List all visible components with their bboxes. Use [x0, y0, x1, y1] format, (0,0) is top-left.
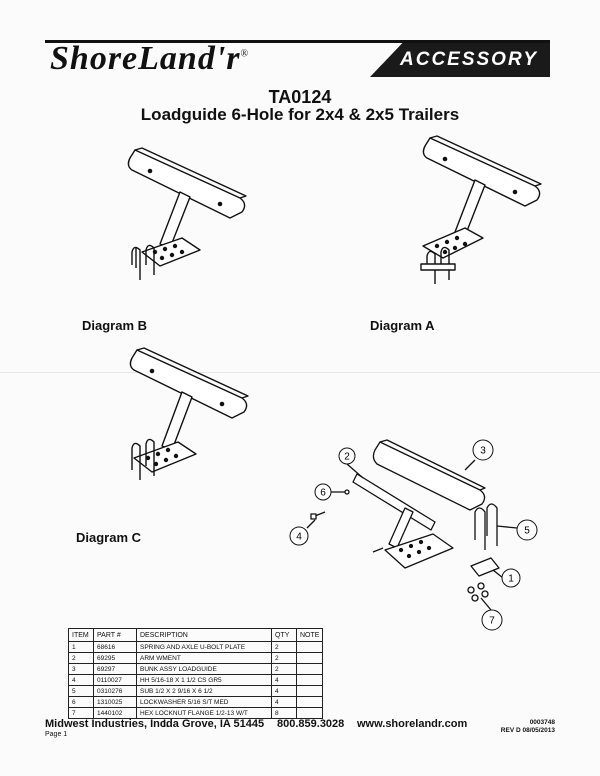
parts-table-header-row — [69, 629, 323, 642]
footer-document-number: 0003748 — [529, 719, 555, 726]
cell-qty: 8 — [272, 708, 297, 719]
diagram-c-label: Diagram C — [76, 530, 142, 545]
callout-4: 4 — [296, 531, 302, 543]
callout-3: 3 — [480, 445, 486, 457]
cell-qty: 2 — [272, 653, 297, 664]
table-row — [69, 653, 323, 664]
cell-description: ARM WMENT — [137, 653, 272, 664]
table-row — [69, 686, 323, 697]
table-row — [69, 708, 323, 719]
cell-note — [297, 708, 323, 719]
diagram-c-drawing — [122, 340, 262, 500]
cell-description: HH 5/16-18 X 1 1/2 CS GR5 — [137, 675, 272, 686]
cell-note — [297, 664, 323, 675]
document-subtitle: Loadguide 6-Hole for 2x4 & 2x5 Trailers — [140, 105, 460, 124]
col-header-item: ITEM — [69, 629, 94, 642]
cell-part-number: 1310025 — [94, 697, 137, 708]
footer-revision: REV D 08/05/2013 — [500, 727, 555, 734]
cell-part-number: 1440102 — [94, 708, 137, 719]
cell-note — [297, 675, 323, 686]
cell-item: 6 — [69, 697, 94, 708]
col-header-qty: QTY — [272, 629, 297, 642]
diagram-a-label: Diagram A — [370, 318, 435, 333]
cell-qty: 2 — [272, 664, 297, 675]
cell-description: HEX LOCKNUT FLANGE 1/2-13 W/T — [137, 708, 272, 719]
cell-part-number: 69295 — [94, 653, 137, 664]
cell-description: SPRING AND AXLE U-BOLT PLATE — [137, 642, 272, 653]
cell-part-number: 0310276 — [94, 686, 137, 697]
col-header-description: DESCRIPTION — [137, 629, 272, 642]
cell-description: SUB 1/2 X 2 9/16 X 6 1/2 — [137, 686, 272, 697]
part-number-title: TA0124 — [268, 87, 332, 107]
col-header-part-number: PART # — [94, 629, 137, 642]
cell-item: 7 — [69, 708, 94, 719]
callout-2: 2 — [344, 451, 350, 463]
footer-website-link[interactable]: www.shorelandr.com — [357, 718, 468, 730]
callout-7: 7 — [489, 615, 495, 627]
cell-description: BUNK ASSY LOADGUIDE — [137, 664, 272, 675]
table-row — [69, 675, 323, 686]
cell-qty: 4 — [272, 697, 297, 708]
cell-description: LOCKWASHER 5/16 S/T MED — [137, 697, 272, 708]
table-row — [69, 642, 323, 653]
table-row — [69, 664, 323, 675]
parts-table — [68, 628, 323, 719]
footer-phone: 800.859.3028 — [277, 718, 345, 730]
cell-note — [297, 653, 323, 664]
col-header-note: NOTE — [297, 629, 323, 642]
exploded-assembly-drawing — [285, 430, 555, 635]
cell-note — [297, 686, 323, 697]
cell-part-number: 68616 — [94, 642, 137, 653]
cell-item: 1 — [69, 642, 94, 653]
footer-company: Midwest Industries, Inc. — [45, 718, 170, 730]
cell-item: 4 — [69, 675, 94, 686]
cell-part-number: 0110027 — [94, 675, 137, 686]
diagram-b-drawing — [120, 140, 260, 300]
cell-note — [297, 642, 323, 653]
cell-qty: 4 — [272, 686, 297, 697]
footer-city: Ida Grove, IA 51445 — [163, 718, 265, 730]
diagram-a-drawing — [405, 128, 555, 298]
table-row — [69, 697, 323, 708]
accessory-banner-text: ACCESSORY — [400, 49, 539, 70]
cell-item: 2 — [69, 653, 94, 664]
callout-5: 5 — [524, 525, 530, 537]
cell-item: 3 — [69, 664, 94, 675]
cell-qty: 4 — [272, 675, 297, 686]
callout-1: 1 — [508, 573, 514, 585]
cell-qty: 2 — [272, 642, 297, 653]
cell-item: 5 — [69, 686, 94, 697]
footer-page-number: Page 1 — [45, 731, 68, 738]
diagram-b-label: Diagram B — [82, 318, 148, 333]
brand-logo: ShoreLand'r® — [50, 40, 250, 77]
cell-note — [297, 697, 323, 708]
paper-fold-line — [0, 372, 600, 373]
cell-part-number: 69297 — [94, 664, 137, 675]
callout-6: 6 — [320, 487, 326, 499]
